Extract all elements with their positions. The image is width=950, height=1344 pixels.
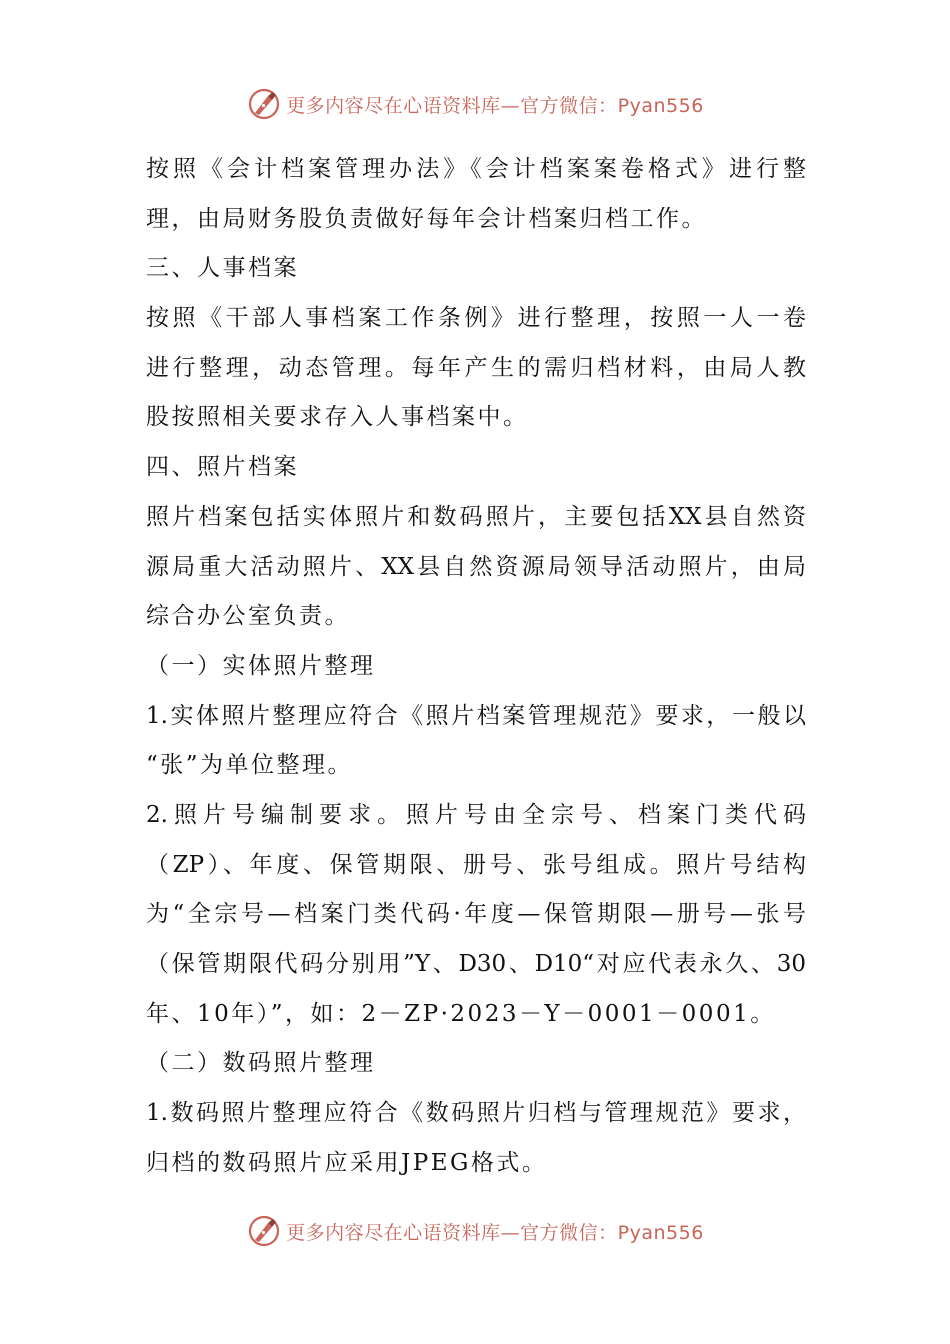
section-heading: 三、人事档案 (146, 255, 299, 282)
subsection-heading: （二）数码照片整理 (146, 1050, 376, 1077)
pen-nib-logo-icon (246, 1213, 282, 1249)
watermark-handle: Pyan556 (617, 94, 704, 117)
body-line: 1.数码照片整理应符合《数码照片归档与管理规范》要求， (146, 1100, 806, 1127)
footer-watermark (0, 1209, 950, 1253)
body-line: （ZP）、年度、保管期限、册号、张号组成。照片号结构 (146, 851, 806, 878)
body-line: 源局重大活动照片、XX县自然资源局领导活动照片，由局 (146, 553, 806, 580)
body-line: 进行整理，动态管理。每年产生的需归档材料，由局人教 (146, 354, 806, 381)
watermark-text: 更多内容尽在心语资料库—官方微信：Pyan556 (286, 1221, 704, 1244)
body-line: 1.实体照片整理应符合《照片档案管理规范》要求，一般以 (146, 702, 806, 729)
body-line: 按照《会计档案管理办法》《会计档案案卷格式》进行整 (146, 156, 806, 182)
body-line: 年、10年）”，如：2－ZP·2023－Y－0001－0001。 (146, 1000, 776, 1027)
body-line: 按照《干部人事档案工作条例》进行整理，按照一人一卷 (146, 305, 806, 332)
watermark-text: 更多内容尽在心语资料库—官方微信：Pyan556 (286, 94, 704, 117)
section-heading: 四、照片档案 (146, 454, 299, 481)
body-line: 2.照片号编制要求。照片号由全宗号、档案门类代码 (146, 801, 806, 828)
subsection-heading: （一）实体照片整理 (146, 652, 376, 679)
body-line: 照片档案包括实体照片和数码照片，主要包括XX县自然资 (146, 503, 806, 530)
body-line: 理，由局财务股负责做好每年会计档案归档工作。 (146, 205, 707, 232)
body-line: 综合办公室负责。 (146, 603, 350, 630)
body-line: 归档的数码照片应采用JPEG格式。 (146, 1149, 548, 1176)
body-line: 为“全宗号—档案门类代码·年度—保管期限—册号—张号 (146, 901, 806, 928)
pen-nib-logo-icon (246, 86, 282, 122)
body-line: “张”为单位整理。 (146, 752, 354, 779)
header-watermark (0, 82, 950, 126)
document-body (146, 145, 806, 1188)
body-line: 股按照相关要求存入人事档案中。 (146, 404, 529, 431)
watermark-handle: Pyan556 (617, 1221, 704, 1244)
body-line: （保管期限代码分别用”Y、D30、D10“对应代表永久、30 (146, 951, 806, 977)
